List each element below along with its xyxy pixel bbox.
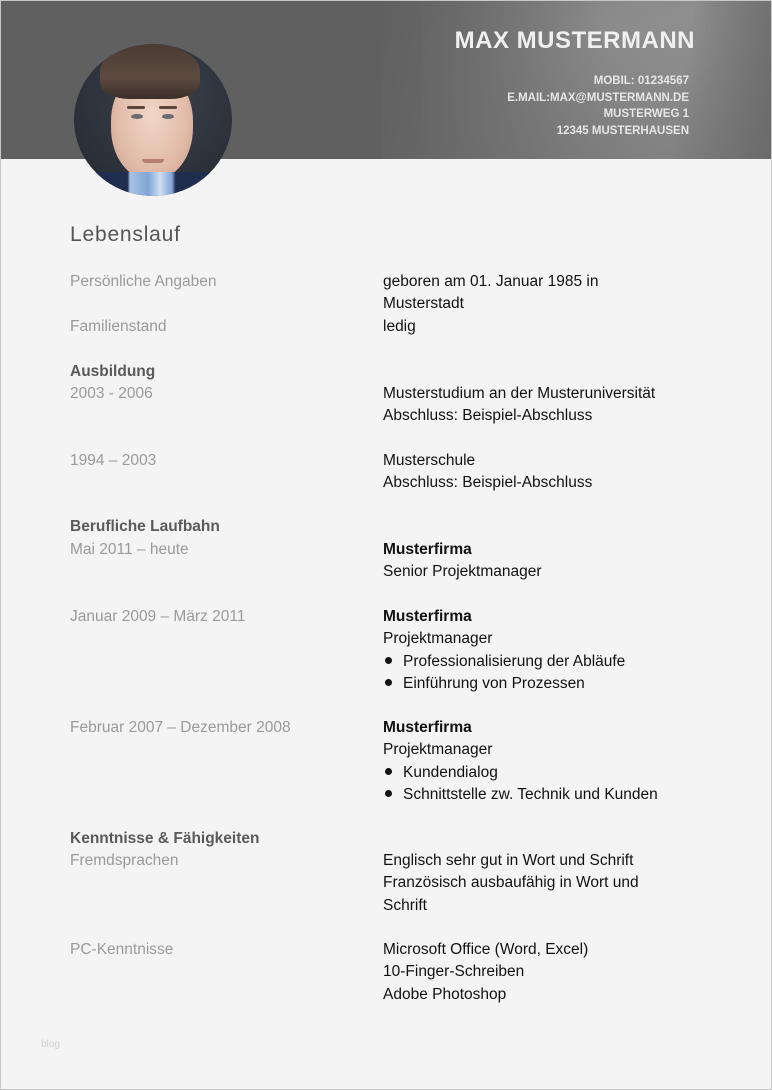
career-role: Projektmanager	[383, 741, 493, 759]
pc-skill-line: 10-Finger-Schreiben	[383, 963, 525, 981]
pc-skill-line: Microsoft Office (Word, Excel)	[383, 941, 589, 958]
contact-block	[507, 73, 689, 139]
contact-city: 12345 MUSTERHAUSEN	[556, 124, 689, 137]
photo-brow-left	[127, 106, 145, 109]
contact-street: MUSTERWEG 1	[603, 108, 689, 120]
contact-email: E.MAIL:MAX@MUSTERMANN.DE	[507, 91, 689, 104]
career-role: Projektmanager	[383, 630, 493, 648]
career-entry	[383, 717, 658, 806]
bullet-icon	[385, 768, 392, 775]
career-period: Januar 2009 – März 2011	[70, 608, 246, 625]
profile-photo	[74, 44, 232, 196]
career-company: Musterfirma	[383, 608, 472, 625]
label-pc-skills: PC-Kenntnisse	[70, 941, 174, 958]
photo-eye-right	[162, 114, 174, 119]
bullet-icon	[385, 657, 392, 664]
value-personal-line2: Musterstadt	[383, 295, 464, 313]
heading-skills: Kenntnisse & Fähigkeiten	[70, 830, 260, 847]
bullet-icon	[385, 790, 392, 797]
photo-shirt	[94, 172, 214, 196]
document-title: Lebenslauf	[70, 223, 181, 246]
career-role: Senior Projektmanager	[383, 563, 542, 581]
language-line: Englisch sehr gut in Wort und Schrift	[383, 852, 634, 869]
bullet-text: Kundendialog	[403, 763, 498, 781]
language-line: Schrift	[383, 896, 427, 914]
education-period: 1994 – 2003	[70, 452, 157, 469]
photo-eye-left	[131, 114, 143, 119]
education-period: 2003 - 2006	[70, 385, 153, 402]
watermark: blog	[41, 1039, 60, 1050]
career-entry	[383, 539, 542, 584]
contact-mobile: MOBIL: 01234567	[593, 75, 689, 87]
education-line2: Abschluss: Beispiel-Abschluss	[383, 407, 593, 425]
label-languages: Fremdsprachen	[70, 852, 179, 869]
label-family: Familienstand	[70, 318, 167, 335]
candidate-name: MAX MUSTERMANN	[454, 27, 695, 54]
education-entry	[383, 450, 592, 495]
career-bullet	[383, 762, 658, 784]
bullet-icon	[385, 679, 392, 686]
career-company: Musterfirma	[383, 541, 472, 558]
career-period: Februar 2007 – Dezember 2008	[70, 719, 291, 736]
language-line: Französisch ausbaufähig in Wort und	[383, 874, 639, 892]
career-company: Musterfirma	[383, 719, 472, 736]
photo-mouth	[142, 159, 164, 163]
career-bullet	[383, 673, 625, 695]
bullet-text: Schnittstelle zw. Technik und Kunden	[403, 785, 658, 803]
career-period: Mai 2011 – heute	[70, 541, 189, 558]
photo-brow-right	[159, 106, 177, 109]
heading-career: Berufliche Laufbahn	[70, 518, 220, 535]
label-personal: Persönliche Angaben	[70, 273, 217, 290]
value-pc-skills	[383, 939, 588, 1006]
career-entry	[383, 606, 625, 695]
education-entry	[383, 383, 655, 428]
value-family: ledig	[383, 318, 416, 335]
photo-hair	[100, 44, 200, 99]
education-line1: Musterschule	[383, 452, 476, 469]
bullet-text: Einführung von Prozessen	[403, 674, 585, 692]
value-personal	[383, 271, 598, 316]
pc-skill-line: Adobe Photoshop	[383, 985, 507, 1003]
education-line2: Abschluss: Beispiel-Abschluss	[383, 474, 593, 492]
bullet-text: Professionalisierung der Abläufe	[403, 652, 626, 670]
value-personal-line1: geboren am 01. Januar 1985 in	[383, 273, 599, 290]
career-bullet	[383, 784, 658, 806]
career-bullet	[383, 651, 625, 673]
value-languages	[383, 850, 639, 917]
education-line1: Musterstudium an der Musteruniversität	[383, 385, 656, 402]
heading-education: Ausbildung	[70, 363, 156, 380]
